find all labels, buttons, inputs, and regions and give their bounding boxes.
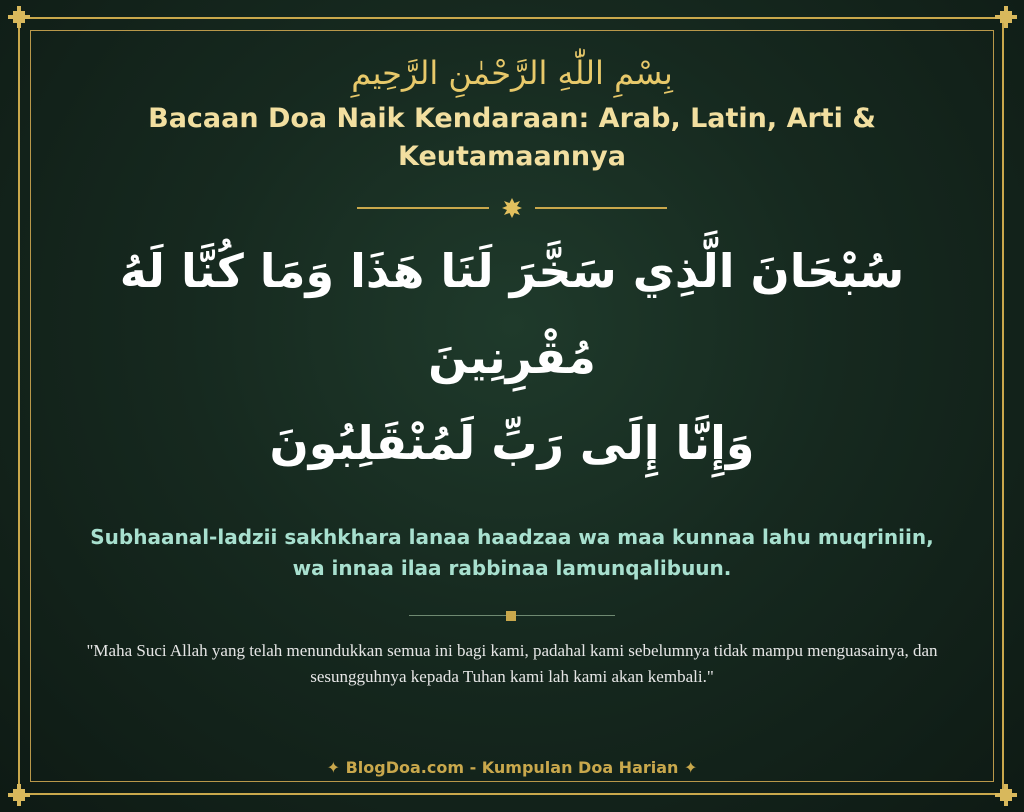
- eight-point-star-icon: [502, 198, 522, 218]
- title-divider: [357, 198, 667, 218]
- divider-line-left: [357, 207, 489, 209]
- translation-text: "Maha Suci Allah yang telah menundukkan semua ini bagi kami, padahal kami sebelumnya tidak mampu menguasainya, dan sesungguhnya kepada Tuhan kami lah kami akan kembali.": [86, 641, 938, 686]
- corner-ornament-icon: [995, 784, 1017, 806]
- corner-ornament-icon: [995, 6, 1017, 28]
- arabic-line-2: وَإِنَّا إِلَى رَبِّ لَمُنْقَلِبُونَ: [269, 416, 755, 470]
- arabic-line-1: سُبْحَانَ الَّذِي سَخَّرَ لَنَا هَذَا وَمَا كُنَّا لَهُ مُقْرِنِينَ: [119, 244, 905, 384]
- divider-line-right: [535, 207, 667, 209]
- basmala-heading: بِسْمِ اللّٰهِ الرَّحْمٰنِ الرَّحِيمِ: [351, 54, 673, 92]
- corner-ornament-icon: [8, 784, 30, 806]
- latin-transliteration: Subhaanal-ladzii sakhkhara lanaa haadzaa wa maa kunnaa lahu muqriniin, wa innaa ilaa rabbinaa lamunqalibuun.: [90, 525, 934, 580]
- corner-ornament-icon: [8, 6, 30, 28]
- footer-credit: ✦ BlogDoa.com - Kumpulan Doa Harian ✦: [326, 758, 698, 777]
- doa-card: [40, 40, 984, 690]
- page-title: Bacaan Doa Naik Kendaraan: Arab, Latin, Arti & Keutamaannya: [148, 103, 876, 172]
- arabic-doa-text: [62, 228, 962, 486]
- square-ornament-icon: [506, 611, 516, 621]
- section-divider: [409, 610, 615, 622]
